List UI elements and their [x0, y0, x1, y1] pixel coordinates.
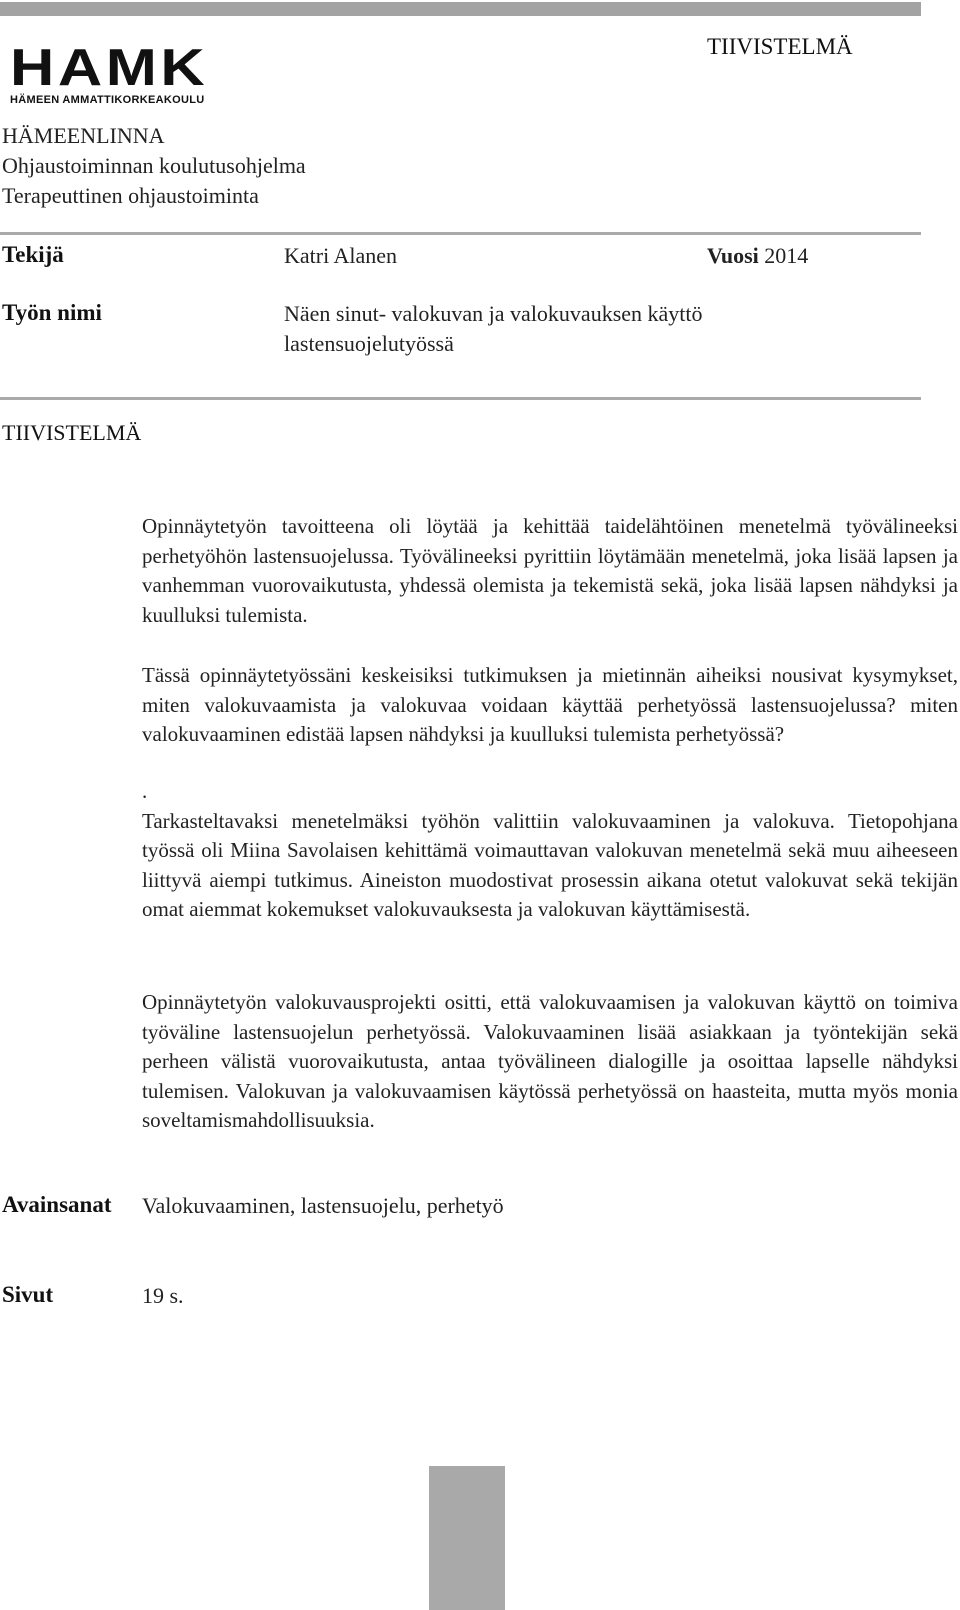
- abstract-paragraph: Opinnäytetyön tavoitteena oli löytää ja kehittää taidelähtöinen menetelmä työvälineeksi perhetyöhön lastensuojelussa. Työvälineeksi pyrittiin löytämään menetelmä, joka lisää lapsen ja vanhemman vuorovaikutusta, yhdessä olemista ja tekemistä sekä, joka lisää lapsen nähdyksi ja kuulluksi tulemista.: [142, 514, 958, 627]
- year-label: Vuosi: [707, 243, 759, 268]
- school-programme: Ohjaustoiminnan koulutusohjelma: [2, 153, 306, 178]
- top-divider: [0, 2, 921, 16]
- keywords-value: Valokuvaaminen, lastensuojelu, perhetyö: [142, 1193, 504, 1218]
- abstract-paragraph: Opinnäytetyön valokuvausprojekti ositti, että valokuvaamisen ja valokuvan käyttö on toimiva työväline lastensuojelun perhetyössä. Valokuvaaminen lisää asiakkaan ja työntekijän sekä perheen välistä vuorovaikutusta, antaa työvälineen dialogille ja osoittaa lapselle nähdyksi tulemisen. Valokuvan ja valokuvaamisen käytössä perhetyössä on haasteita, mutta myös monia soveltamismahdollisuuksia.: [142, 990, 958, 1133]
- logo-subtitle: HÄMEEN AMMATTIKORKEAKOULU: [10, 94, 205, 106]
- hamk-logo: [10, 39, 236, 106]
- section-divider: [0, 232, 921, 235]
- pages-value: 19 s.: [142, 1283, 184, 1308]
- page-footer-block: [429, 1466, 505, 1610]
- author-label: Tekijä: [2, 242, 64, 267]
- document-type: TIIVISTELMÄ: [707, 34, 853, 59]
- school-location: HÄMEENLINNA: [2, 123, 165, 148]
- year-field: [707, 241, 808, 271]
- year-value: 2014: [764, 243, 809, 268]
- author-name: Katri Alanen: [284, 243, 398, 268]
- thesis-title-label: Työn nimi: [2, 300, 102, 325]
- school-info: [2, 121, 306, 211]
- school-specialisation: Terapeuttinen ohjaustoiminta: [2, 183, 259, 208]
- logo-wordmark: HAMK: [10, 39, 209, 97]
- thesis-title: [284, 299, 703, 359]
- section-divider: [0, 397, 921, 400]
- thesis-title-line-1: Näen sinut- valokuvan ja valokuvauksen käyttö: [284, 301, 703, 326]
- thesis-title-line-2: lastensuojelutyössä: [284, 331, 454, 356]
- pages-label: Sivut: [2, 1282, 54, 1307]
- abstract-heading: TIIVISTELMÄ: [2, 420, 142, 445]
- abstract-paragraph: . Tarkasteltavaksi menetelmäksi työhön valittiin valokuvaaminen ja valokuva. Tietopohjana työssä oli Miina Savolaisen kehittämä voimauttavan valokuvan menetelmä sekä muu aiheeseen liittyvä aiempi tutkimus. Aineiston muodostivat prosessin aikana otetut valokuvat sekä tekijän omat aiemmat kokemukset valokuvauksesta ja valokuvan käyttämisestä.: [142, 779, 958, 922]
- abstract-paragraph: Tässä opinnäytetyössäni keskeisiksi tutkimuksen ja mietinnän aiheiksi nousivat kysymykset, miten valokuvaamista ja valokuvaa voidaan käyttää perhetyössä lastensuojelussa? miten valokuvaaminen edistää lapsen nähdyksi ja kuulluksi tulemista perhetyössä?: [142, 663, 958, 747]
- keywords-label: Avainsanat: [2, 1192, 112, 1217]
